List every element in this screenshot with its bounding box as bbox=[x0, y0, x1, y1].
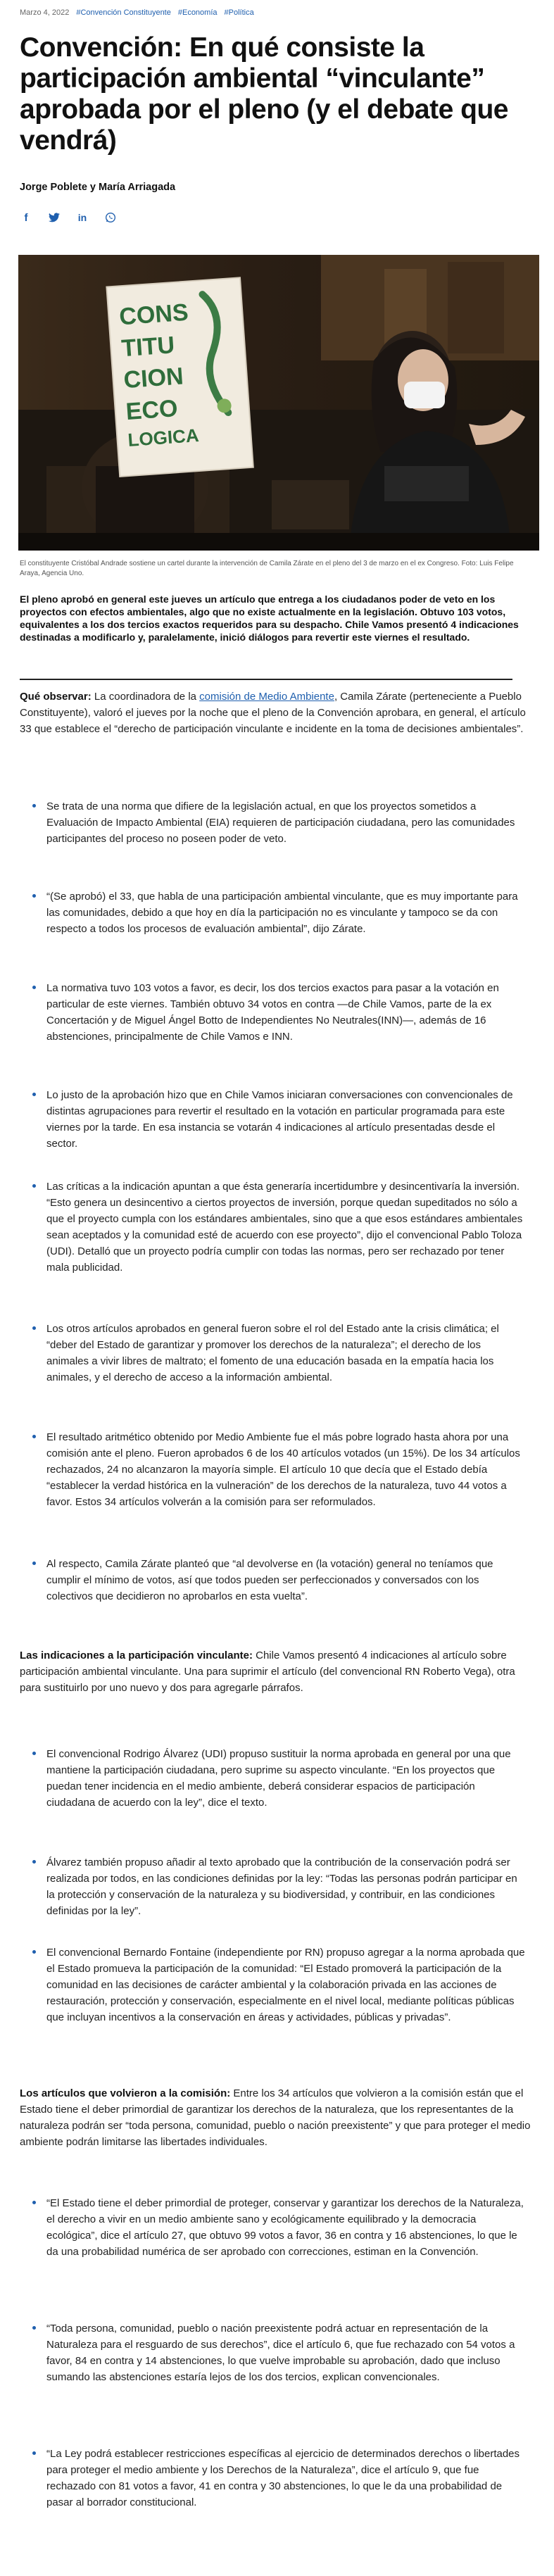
bullet-icon bbox=[32, 2201, 36, 2204]
comision-label: Los artículos que volvieron a la comisión: bbox=[20, 2087, 231, 2099]
svg-text:TITU: TITU bbox=[120, 332, 176, 363]
list-item: Álvarez también propuso añadir al texto aprobado que la contribución de la conservación podrá ser realizada por todos, en las condiciones definidas por la ley: “Todas las personas podrán participar en la protección y conservación de la naturaleza y su biodiversidad, y contribuir, en las condiciones definidas por la ley”. bbox=[46, 1854, 525, 1919]
article-byline: Jorge Poblete y María Arriagada bbox=[20, 182, 176, 193]
linkedin-icon[interactable]: in bbox=[77, 212, 87, 223]
twitter-icon[interactable] bbox=[48, 211, 61, 224]
list-item: El resultado aritmético obtenido por Medio Ambiente fue el más pobre logrado hasta ahora por una comisión ante el pleno. Fueron aprobados 6 de los 40 artículos votados (un 15%). De los 34 artículos rechazados, 24 no alcanzaron la mayoría simple. El artículo 10 que decía que el Estado debía “establecer la verdad histórica en la vulneración” de los derechos de la naturaleza, tuvo 44 votos a favor. Estos 34 artículos volverán a la comisión para ser reformulados. bbox=[46, 1429, 525, 1510]
list-item: Lo justo de la aprobación hizo que en Chile Vamos iniciaran conversaciones con convencionales de distintas agrupaciones para revertir el resultado en la votación en particular programada para este viernes por la tarde. En esa instancia se votarán 4 indicaciones al artículo presentadas desde el sector. bbox=[46, 1087, 525, 1152]
svg-text:ECO: ECO bbox=[125, 394, 179, 426]
bullet-icon bbox=[32, 894, 36, 898]
bullet-icon bbox=[32, 1093, 36, 1096]
svg-text:CONS: CONS bbox=[118, 299, 189, 331]
photo-caption: El constituyente Cristóbal Andrade sostiene un cartel durante la intervención de Camila Zárate en el pleno del 3 de marzo en el ex Congreso. Foto: Luis Felipe Araya, Agencia Uno. bbox=[20, 560, 514, 577]
intro-paragraph: Qué observar: La coordinadora de la comisión de Medio Ambiente, Camila Zárate (perteneciente a Pueblo Constituyente), valoró el jueves por la noche que el pleno de la Convención aprobara, en general, el artículo 33 que establece el “derecho de participación vinculante e incidente en la toma de decisiones ambientales”. bbox=[20, 691, 526, 735]
indicaciones-label: Las indicaciones a la participación vinculante: bbox=[20, 1650, 253, 1661]
comision-paragraph: Los artículos que volvieron a la comisión: Entre los 34 artículos que volvieron a la comisión están que el Estado tiene el deber primordial de garantizar los derechos de la naturaleza, que los representantes de la naturaleza podrán ser “toda persona, comunidad, pueblo o nación preexistente” y que para proteger el medio ambiente podrán limitarse las libertades individuales. bbox=[20, 2087, 531, 2148]
bullet-icon bbox=[32, 986, 36, 989]
list-item: El convencional Bernardo Fontaine (independiente por RN) propuso agregar a la norma aprobada que el Estado promueva la participación de la comunidad: “El Estado promoverá la participación de la comunidad en las decisiones de carácter ambiental y la colaboración privada en las acciones de restauración, protección y conservación, especialmente en el nivel local, mediante políticas públicas que incluyan incentivos a la conservación en áreas y actividades, públicas y privadas”. bbox=[46, 1944, 525, 2025]
indicaciones-paragraph: Las indicaciones a la participación vinculante: Chile Vamos presentó 4 indicaciones al artículo sobre participación ambiental vinculante. Una para suprimir el artículo (del convencional RN Roberto Vega), otra para sustituirlo por uno nuevo y dos para agregarle párrafos. bbox=[20, 1650, 515, 1694]
list-item: Los otros artículos aprobados en general fueron sobre el rol del Estado ante la crisis climática; el “deber del Estado de garantizar y promover los derechos de la naturaleza”; el derecho de los animales a vivir libres de maltrato; el fomento de una educación basada en la empatía hacia los animales, y el derecho de acceso a la información ambiental. bbox=[46, 1321, 525, 1386]
list-item: Al respecto, Camila Zárate planteó que “al devolverse en (la votación) general no teníamos que cumplir el mínimo de votos, así que todos pueden ser perfeccionados y conversados con los colectivos que decidieron no aprobarlos en esta vuelta”. bbox=[46, 1556, 525, 1604]
bullet-icon bbox=[32, 1752, 36, 1755]
intro-label: Qué observar: bbox=[20, 691, 92, 703]
bullet-icon bbox=[32, 1860, 36, 1864]
divider bbox=[20, 679, 512, 680]
list-item: Las críticas a la indicación apuntan a que ésta generaría incertidumbre y desincentivaría la inversión. “Esto genera un desincentivo a ciertos proyectos de inversión, porque quedan supeditados no sólo a que el proyecto cumpla con los estándares ambientales, sino que a que esos estándares ambientales sean aceptados y la comunidad esté de acuerdo con ese proyecto”, dijo el convencional Pablo Toloza (UDI). Detalló que un proyecto podría cumplir con todas las normas, pero ser rechazado por tener mala publicidad. bbox=[46, 1179, 525, 1276]
list-item: “El Estado tiene el deber primordial de proteger, conservar y garantizar los derechos de la Naturaleza, el derecho a vivir en un medio ambiente sano y ecológicamente equilibrado y la democracia ecológica”, dice el artículo 27, que obtuvo 99 votos a favor, 36 en contra y 16 abstenciones, lo que le da una probabilidad numérica de ser aprobado con correcciones, estiman en la Convención. bbox=[46, 2195, 525, 2260]
list-item: “Toda persona, comunidad, pueblo o nación preexistente podrá actuar en representación de la Naturaleza para el resguardo de sus derechos”, dice el artículo 6, que fue rechazado con 54 votos a favor, 84 en contra y 14 abstenciones, lo que vuelve improbable su aprobación, dado que incluso sumando las abstenciones estaría lejos de los dos tercios, explican convencionales. bbox=[46, 2320, 525, 2385]
bullet-icon bbox=[32, 1326, 36, 1330]
publish-date: Marzo 4, 2022 bbox=[20, 8, 70, 17]
article-meta bbox=[20, 8, 534, 17]
tag-economia[interactable]: #Economía bbox=[177, 8, 218, 17]
article-title: Convención: En qué consiste la participación ambiental “vinculante” aprobada por el pleno (y el debate que vendrá) bbox=[20, 32, 508, 156]
comision-medio-ambiente-link[interactable]: comisión de Medio Ambiente bbox=[199, 691, 334, 703]
facebook-icon[interactable]: f bbox=[24, 211, 28, 224]
bullet-icon bbox=[32, 2326, 36, 2330]
bullet-icon bbox=[32, 1950, 36, 1954]
list-item: “(Se aprobó) el 33, que habla de una participación ambiental vinculante, que es muy importante para las comunidades, debido a que hoy en día la participación no es vinculante y tampoco se da con respecto a todos los procesos de evaluación ambiental”, dijo Zárate. bbox=[46, 888, 525, 937]
list-item: Se trata de una norma que difiere de la legislación actual, en que los proyectos sometidos a Evaluación de Impacto Ambiental (EIA) requieren de participación ciudadana, pero las comunidades participantes del proceso no poseen poder de veto. bbox=[46, 798, 525, 847]
protest-photo bbox=[18, 255, 539, 551]
bullet-icon bbox=[32, 804, 36, 808]
whatsapp-icon[interactable] bbox=[104, 211, 117, 224]
list-item: “La Ley podrá establecer restricciones específicas al ejercicio de determinados derechos o libertades para proteger el medio ambiente y los Derechos de la Naturaleza”, dice el artículo 9, que fue rechazado con 81 votos a favor, 41 en contra y 30 abstenciones, lo que le da una probabilidad de pasar al borrador constitucional. bbox=[46, 2446, 525, 2511]
list-item: La normativa tuvo 103 votos a favor, es decir, los dos tercios exactos para pasar a la votación en particular de este viernes. También obtuvo 34 votos en contra —de Chile Vamos, parte de la ex Concertación y de Miguel Ángel Botto de Independientes No Neutrales(INN)—, además de 16 abstenciones, principalmente de Chile Vamos e INN. bbox=[46, 980, 525, 1045]
tag-politica[interactable]: #Política bbox=[224, 8, 254, 17]
list-item: El convencional Rodrigo Álvarez (UDI) propuso sustituir la norma aprobada en general por una que mantiene la participación ciudadana, pero suprime su aspecto vinculante. “En los proyectos que puedan tener incidencia en el medio ambiente, deberá considerar espacios de participación ciudadana de acuerdo con la ley”, dice el texto. bbox=[46, 1746, 525, 1811]
svg-text:CION: CION bbox=[122, 363, 184, 394]
bullet-icon bbox=[32, 2451, 36, 2455]
bullet-icon bbox=[32, 1435, 36, 1438]
share-bar bbox=[20, 211, 534, 224]
tag-convencion[interactable]: #Convención Constituyente bbox=[76, 8, 171, 17]
bullet-icon bbox=[32, 1562, 36, 1565]
article-lead: El pleno aprobó en general este jueves un artículo que entrega a los ciudadanos poder de veto en los proyectos con efectos ambientales, algo que no existe actualmente en la legislación. Obtuvo 103 votos, equivalentes a los dos tercios exactos requeridos para su despacho. Chile Vamos presentó 4 indicaciones destinadas a modificarlo y, paralelamente, inició diálogos para revertir este viernes el resultado. bbox=[20, 593, 519, 643]
article-photo bbox=[18, 255, 539, 551]
svg-text:LOGICA: LOGICA bbox=[127, 424, 200, 451]
bullet-icon bbox=[32, 1184, 36, 1188]
